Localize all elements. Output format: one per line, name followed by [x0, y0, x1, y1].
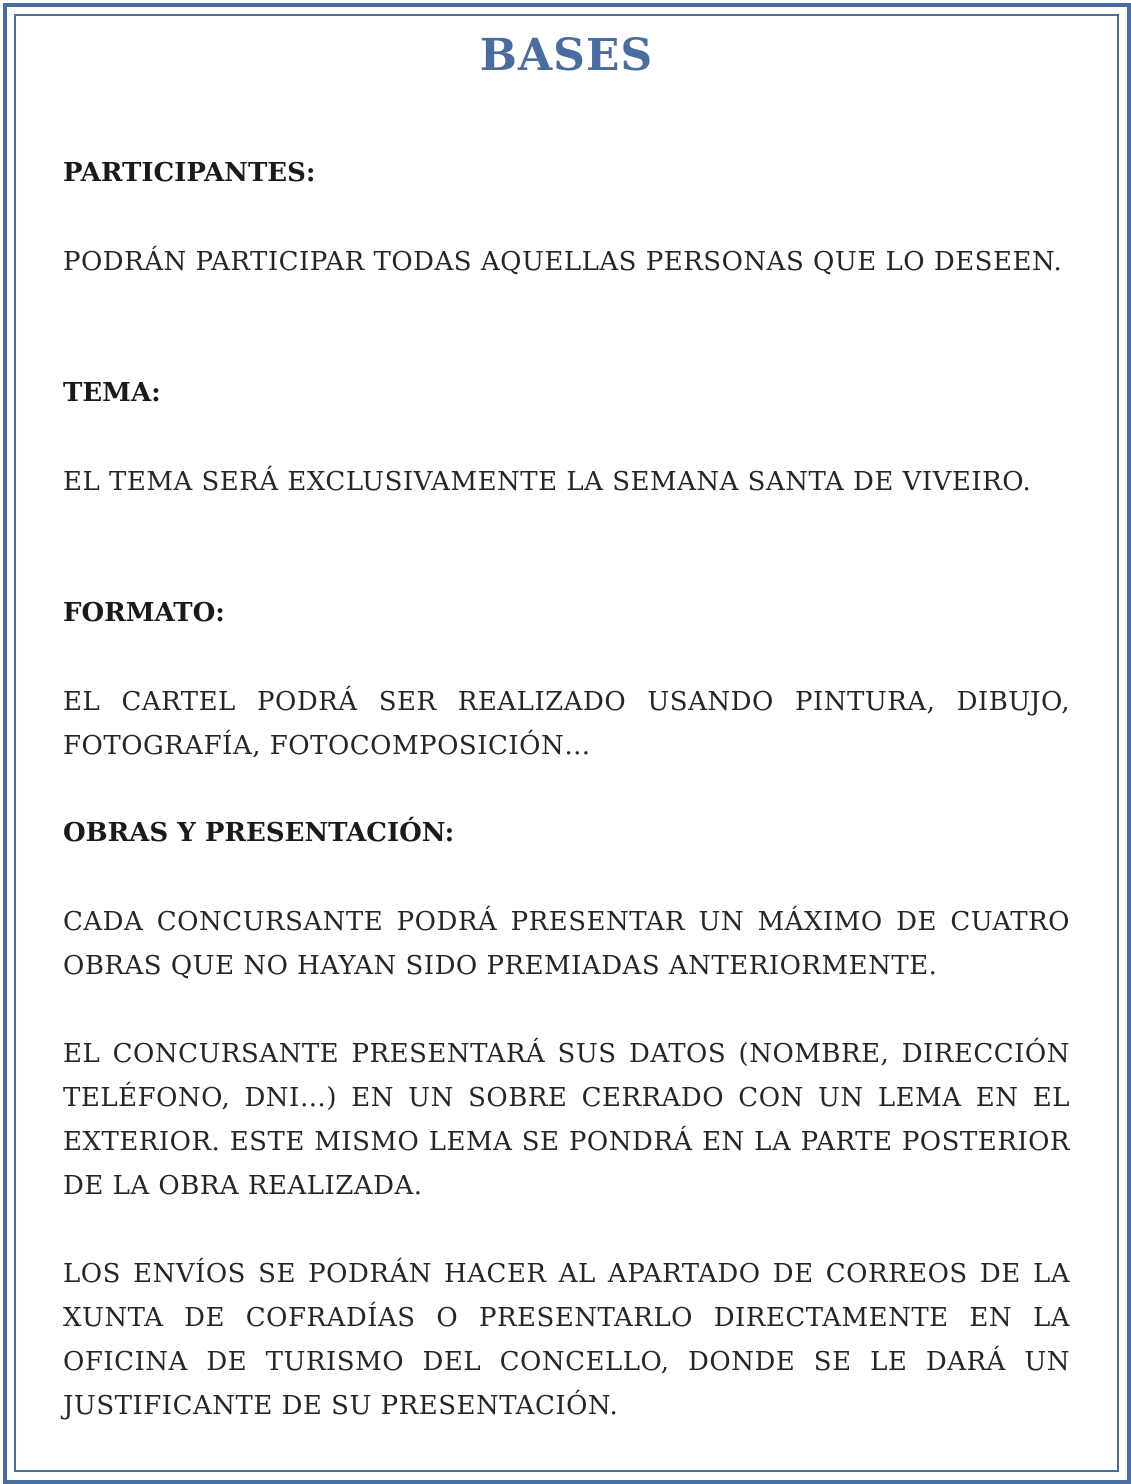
heading-obras: OBRAS Y PRESENTACIÓN: — [63, 818, 455, 848]
heading-formato: FORMATO: — [63, 598, 225, 628]
paragraph-participantes: PODRÁN PARTICIPAR TODAS AQUELLAS PERSONAS QUE LO DESEEN. — [63, 247, 1063, 277]
paragraph-formato: EL CARTEL PODRÁ SER REALIZADO USANDO PINTURA, DIBUJO, FOTOGRAFÍA, FOTOCOMPOSICIÓN… — [63, 687, 1070, 761]
heading-tema: TEMA: — [63, 378, 161, 408]
heading-participantes: PARTICIPANTES: — [63, 158, 316, 188]
paragraph-obras-2: EL CONCURSANTE PRESENTARÁ SUS DATOS (NOMBRE, DIRECCIÓN TELÉFONO, DNI…) EN UN SOBRE CERRADO CON UN LEMA EN EL EXTERIOR. ESTE MISMO LEMA SE PONDRÁ EN LA PARTE POSTERIOR DE LA OBRA REALIZADA. — [63, 1039, 1070, 1201]
paragraph-obras-1: CADA CONCURSANTE PODRÁ PRESENTAR UN MÁXIMO DE CUATRO OBRAS QUE NO HAYAN SIDO PREMIADAS ANTERIORMENTE. — [63, 907, 1070, 981]
paragraph-tema: EL TEMA SERÁ EXCLUSIVAMENTE LA SEMANA SANTA DE VIVEIRO. — [63, 467, 1032, 497]
page-title: BASES — [479, 30, 654, 81]
paragraph-obras-3: LOS ENVÍOS SE PODRÁN HACER AL APARTADO DE CORREOS DE LA XUNTA DE COFRADÍAS O PRESENTARLO DIRECTAMENTE EN LA OFICINA DE TURISMO DEL CONCELLO, DONDE SE LE DARÁ UN JUSTIFICANTE DE SU PRESENTACIÓN. — [63, 1259, 1070, 1421]
